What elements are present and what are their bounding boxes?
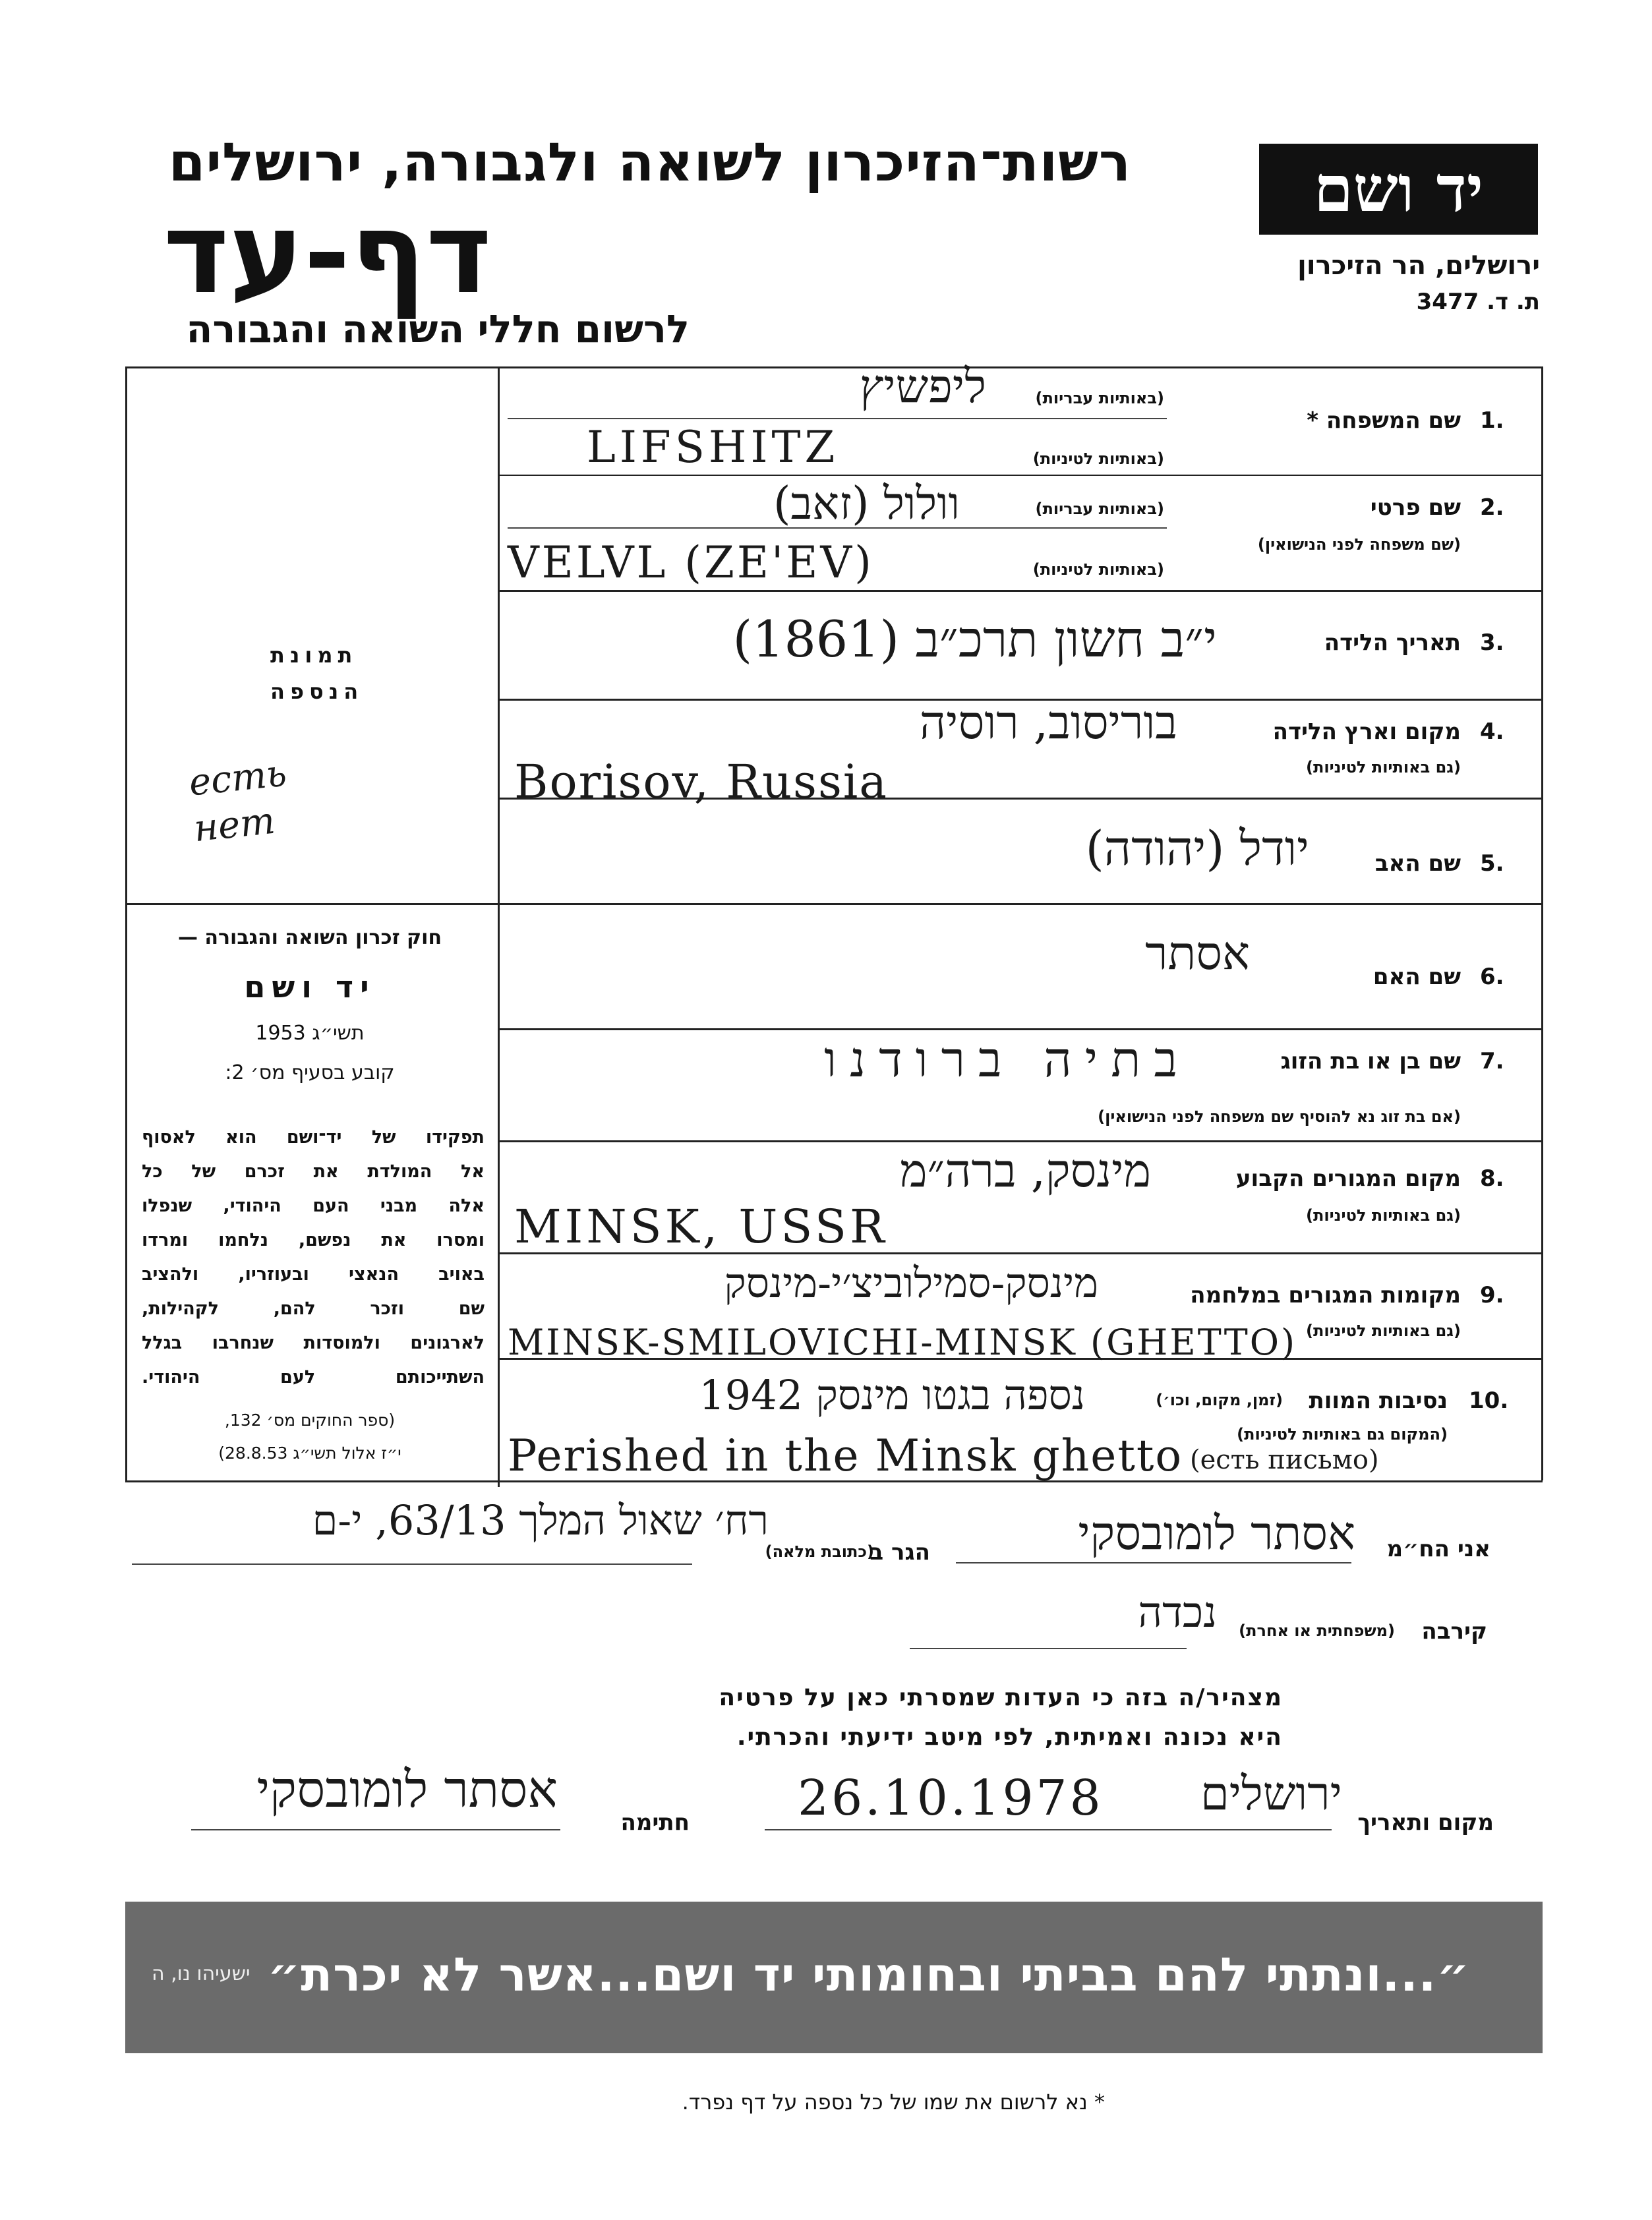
field-8-value-latin[interactable]: MINSK, USSR [514,1200,888,1254]
field-8-label: מקום המגורים הקבוע [1235,1165,1461,1192]
field-9-value-hebrew[interactable]: מינסק-סמילוביצ׳י-מינסק [724,1259,1098,1307]
law-body-line: ומסרו את נפשם, נלחמו ומרדו [142,1230,485,1250]
form-subtitle: לרשום חללי השואה והגבורה [186,307,690,351]
resides-label: הגר ב [870,1539,930,1565]
law-body-line: לארגונים ולמוסדות שנחרבו בגלל [142,1333,485,1353]
law-body-line: שם וזכר להם, לקהילות, [142,1299,485,1319]
photo-note: есть нет [187,751,289,851]
field-7-sub: (אם בת זוג נא להוסיף שם משפחה לפני הנישואין) [1098,1107,1461,1126]
signing-place[interactable]: ירושלים [1200,1767,1342,1821]
photo-label-2: הנספה [270,679,364,704]
row-sep-7 [498,1028,1543,1030]
field-7-number: 7. [1480,1048,1504,1074]
field-6-label: שם האם [1372,964,1461,990]
field-1-value-hebrew[interactable]: ליפשיץ [859,359,986,413]
relation-line [910,1648,1187,1649]
form-left-border [125,366,127,1480]
field-10-value-latin[interactable]: Perished in the Minsk ghetto [508,1430,1183,1481]
law-reference: (ספר החוקים מס׳ 132, [224,1411,396,1430]
signing-date[interactable]: 26.10.1978 [798,1770,1104,1826]
quote-banner [125,1902,1543,2053]
declaration-line-2: היא נכונה ואמיתית, לפי מיטב ידיעתי והכרתי. [736,1724,1283,1751]
signature-line [191,1829,560,1830]
address-line [132,1563,692,1565]
field-9-number: 9. [1480,1282,1504,1308]
law-year: תשי״ג 1953 [255,1022,365,1045]
field-1-value-latin[interactable]: LIFSHITZ [587,422,839,473]
field-5-value[interactable]: יודל (יהודה) [1085,821,1309,876]
law-body-line: תפקידו של יד־ושם הוא לאסוף [142,1127,485,1148]
declarant-address[interactable]: רח׳ שאול המלך 63/13, י-ם [312,1496,769,1544]
field-4-value-hebrew[interactable]: בוריסוב, רוסיה [919,695,1177,749]
law-body-line: אלה מבני העם היהודי, שנפלו [142,1196,485,1216]
logo-text: יד ושם [1313,152,1484,226]
field-3-value[interactable]: י״ב חשון תרכ״ב (1861) [732,610,1217,668]
field-9-sub: (גם באותיות לטיניות) [1306,1322,1461,1340]
declaration-line-1: מצהיר/ה בזה כי העדות שמסרתי כאן על פרטיה [719,1684,1283,1711]
field-5-number: 5. [1480,850,1504,877]
field-1-label: שם המשפחה * [1307,407,1461,434]
field-3-number: 3. [1480,629,1504,656]
declarant-name-line [956,1562,1351,1563]
field-2-value-hebrew[interactable]: וולול (זאב) [773,478,960,530]
row-sep-2 [498,475,1543,476]
law-body-line: השתייכותם לעם היהודי. [142,1367,485,1388]
relation-value[interactable]: נכדה [1138,1589,1217,1637]
law-name: יד ושם [244,969,376,1005]
banner-source: ישעיהו נו, ה [152,1962,251,1985]
field-2-sub-hebrew: (באותיות עבריות) [1035,500,1164,518]
field-7-label: שם בן או בת הזוג [1280,1048,1461,1074]
relation-hint: (משפחתית או אחרת) [1239,1621,1395,1640]
field-8-number: 8. [1480,1165,1504,1192]
signature-label: חתימה [620,1809,690,1836]
field-3-label: תאריך הלידה [1324,629,1461,656]
field-10-sub: (זמן, מקום, וכו׳) [1156,1391,1283,1409]
yad-vashem-logo [1259,144,1538,235]
field-5-label: שם האב [1374,850,1461,877]
relation-label: קירבה [1421,1618,1487,1645]
field-10-number: 10. [1469,1388,1509,1414]
authority-title: רשות־הזיכרון לשואה ולגבורה, ירושלים [168,132,1131,193]
place-date-line [765,1829,1332,1830]
field-1-number: 1. [1480,407,1504,434]
signature[interactable]: אסתר לומובסקי [256,1760,558,1819]
form-title: דף-עד [163,189,492,319]
field-2-number: 2. [1480,494,1504,521]
field-6-value[interactable]: אסתר [1145,926,1250,980]
field-2-sub: (שם משפחה לפני הנישואין) [1257,535,1461,554]
law-body-line: אל המולדת את זכרם של כל [142,1161,485,1182]
field-9-value-latin[interactable]: MINSK-SMILOVICHI-MINSK (GHETTO) [508,1322,1297,1363]
field-8-sub: (גם באותיות לטיניות) [1306,1206,1461,1225]
field-10-sub-2: (המקום גם באותיות לטיניות) [1237,1425,1448,1444]
field-10-label: נסיבות המוות [1309,1388,1448,1414]
photo-label-1: תמונת [270,643,358,668]
column-divider [498,366,500,1487]
footnote: * נא לרשום את שמו של כל נספה על דף נפרד. [682,2089,1105,2115]
declarant-label: אני הח״מ [1386,1536,1490,1562]
declarant-name[interactable]: אסתר לומובסקי [1078,1506,1355,1560]
law-clause: קובע בסעיף מס׳ 2: [225,1061,395,1084]
address-line: ירושלים, הר הזיכרון [1297,250,1540,281]
law-body-line: באויב הנאצי ובעוזריו, ולהציב [142,1264,485,1285]
field-1-sub-latin: (באותיות לטיניות) [1032,450,1164,468]
row-sep-3 [498,590,1543,592]
place-date-label: מקום ותאריך [1357,1809,1494,1836]
pobox-line: ת. ד. 3477 [1416,289,1540,315]
row-sep-6 [498,903,1543,905]
row-sep-8 [498,1140,1543,1142]
law-date: י״ז אלול תשי״ג 28.8.53) [218,1444,401,1463]
field-7-value[interactable]: בתיה ברודנו [824,1032,1191,1088]
law-body [142,1121,485,1395]
field-2-label: שם פרטי [1370,494,1461,521]
field-4-sub: (גם באותיות לטיניות) [1306,758,1461,776]
field-1-sub-hebrew: (באותיות עבריות) [1035,389,1164,407]
field-10-note: (есть письмо) [1190,1445,1379,1475]
field-4-number: 4. [1480,718,1504,745]
form-top-border [125,366,1543,368]
field-10-value-hebrew[interactable]: נספה בגטו מינסק 1942 [699,1371,1085,1419]
field-6-number: 6. [1480,964,1504,990]
field-9-label: מקומות המגורים במלחמה [1190,1282,1461,1308]
field-2-sub-latin: (באותיות לטיניות) [1032,560,1164,579]
banner-quote: ״...ונתתי להם בביתי ובחומותי יד ושם...אשר לא יכרת״ [267,1948,1470,2002]
field-8-value-hebrew[interactable]: מינסק, ברה״מ [900,1144,1151,1198]
field-4-label: מקום וארץ הלידה [1272,718,1461,745]
field-1-line-hebrew [508,418,1167,419]
form-right-border [1541,366,1543,1480]
law-heading: חוק זכרון השואה והגבורה — [177,926,442,949]
field-2-value-latin[interactable]: VELVL (ZE'EV) [508,537,874,588]
address-hint: (כתובת מלאה) [765,1542,874,1561]
field-4-value-latin[interactable]: Borisov, Russia [514,755,888,809]
photo-box-bottom [125,903,500,905]
